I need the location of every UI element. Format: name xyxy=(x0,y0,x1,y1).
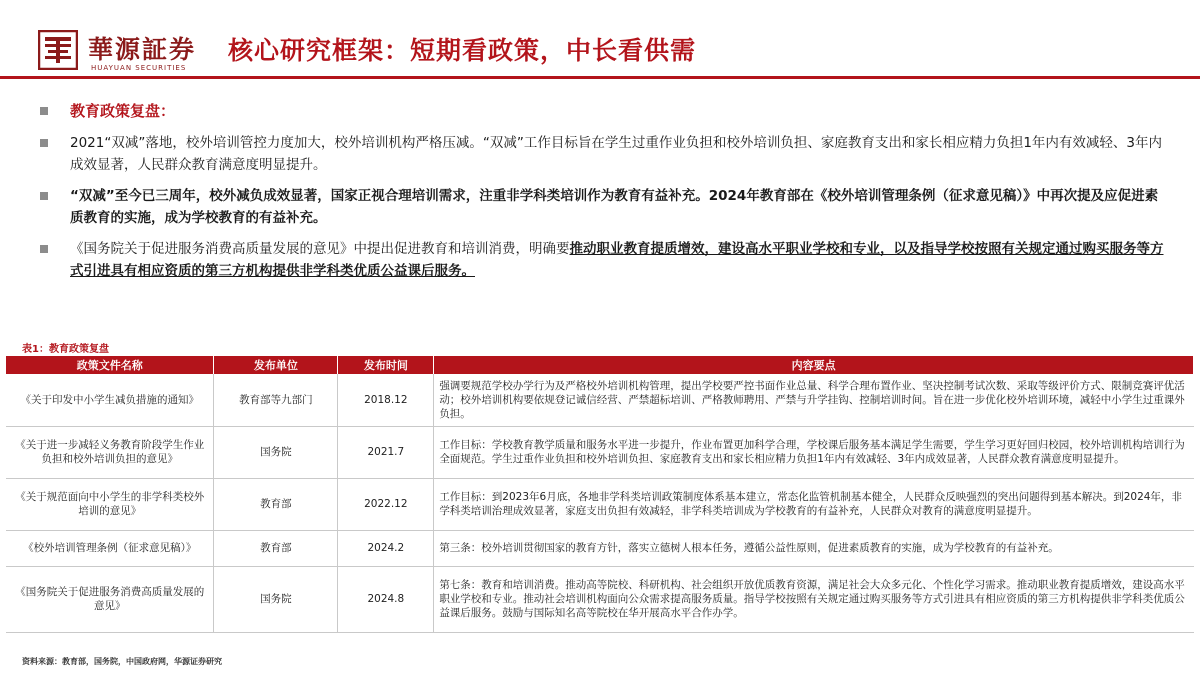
policy-name: 《关于进一步减轻义务教育阶段学生作业负担和校外培训负担的意见》 xyxy=(6,426,214,478)
column-header: 内容要点 xyxy=(434,356,1194,374)
policy-content: 第三条：校外培训贯彻国家的教育方针，落实立德树人根本任务，遵循公益性原则，促进素质教育的实施，成为学校教育的有益补充。 xyxy=(434,530,1194,566)
table-row xyxy=(6,374,1194,426)
brand-name: 華源証券 xyxy=(88,35,197,64)
issuer: 教育部 xyxy=(214,530,338,566)
issuer: 国务院 xyxy=(214,426,338,478)
table-row xyxy=(6,566,1194,632)
bullet-text-plain: 《国务院关于促进服务消费高质量发展的意见》中提出促进教育和培训消费，明确要 xyxy=(70,241,570,257)
table-row xyxy=(6,530,1194,566)
issue-date: 2022.12 xyxy=(338,478,434,530)
policy-name: 《关于印发中小学生减负措施的通知》 xyxy=(6,374,214,426)
issue-date: 2024.2 xyxy=(338,530,434,566)
column-header: 发布时间 xyxy=(338,356,434,374)
bullet-text: “双减”至今已三周年，校外减负成效显著，国家正视合理培训需求，注重非学科类培训作为教育有益补充。2024年教育部在《校外培训管理条例（征求意见稿）》中再次提及应促进素质教育的实施，成为学校教育的有益补充。 xyxy=(70,188,1159,226)
bullet-text-emphasis: 推动职业教育提质增效，建设高水平职业学校和专业，以及指导学校按照有关规定通过购买服务等方式引进具有相应资质的第三方机构提供非学科类优质公益课后服务。 xyxy=(70,241,1164,279)
policy-content: 工作目标：学校教育教学质量和服务水平进一步提升，作业布置更加科学合理，学校课后服务基本满足学生需要，学生学习更好回归校园，校外培训机构培训行为全面规范。学生过重作业负担和校外培训负担、家庭教育支出和家长相应精力负担1年内有效减轻、3年内成效显著，人民群众教育满意度明显提升。 xyxy=(434,426,1194,478)
policy-content: 工作目标：到2023年6月底，各地非学科类培训政策制度体系基本建立，常态化监管机制基本健全，人民群众反映强烈的突出问题得到基本解决。到2024年，非学科类培训治理成效显著，家庭支出负担有效减轻，非学科类培训成为学校教育的有益补充，人民群众对教育的满意度明显提升。 xyxy=(434,478,1194,530)
page-header xyxy=(0,0,1200,78)
issuer: 教育部 xyxy=(214,478,338,530)
bullet-heading xyxy=(38,100,1168,123)
issuer: 教育部等九部门 xyxy=(214,374,338,426)
bullet-square-icon xyxy=(40,245,48,253)
issuer: 国务院 xyxy=(214,566,338,632)
section-heading: 教育政策复盘： xyxy=(70,102,176,120)
policy-name: 《关于规范面向中小学生的非学科类校外培训的意见》 xyxy=(6,478,214,530)
bullet-square-icon xyxy=(40,139,48,147)
column-header: 发布单位 xyxy=(214,356,338,374)
table-header-row xyxy=(6,356,1194,374)
table-row xyxy=(6,426,1194,478)
column-header: 政策文件名称 xyxy=(6,356,214,374)
bullet-item-1 xyxy=(38,132,1168,176)
issue-date: 2021.7 xyxy=(338,426,434,478)
bullet-square-icon xyxy=(40,192,48,200)
issue-date: 2024.8 xyxy=(338,566,434,632)
policy-content: 强调要规范学校办学行为及严格校外培训机构管理，提出学校要严控书面作业总量、科学合理布置作业、坚决控制考试次数、采取等级评价方式、限制竞赛评优活动；校外培训机构要依规登记诚信经营、严禁超标培训、严格教师聘用、严禁与升学挂钩、控制培训时间。旨在进一步优化校外培训环境，减轻中小学生过重课外负担。 xyxy=(434,374,1194,426)
page-title: 核心研究框架：短期看政策，中长看供需 xyxy=(228,36,697,65)
table-row xyxy=(6,478,1194,530)
policy-content: 第七条：教育和培训消费。推动高等院校、科研机构、社会组织开放优质教育资源，满足社会大众多元化、个性化学习需求。推动职业教育提质增效，建设高水平职业学校和专业。推动社会培训机构面向公众需求提高服务质量。指导学校按照有关规定通过购买服务等方式引进具有相应资质的第三方机构提供非学科类优质公益课后服务。鼓励与国际知名高等院校在华开展高水平合作办学。 xyxy=(434,566,1194,632)
policy-name: 《校外培训管理条例（征求意见稿）》 xyxy=(6,530,214,566)
bullet-item-2 xyxy=(38,185,1168,229)
header-divider xyxy=(0,76,1200,79)
issue-date: 2018.12 xyxy=(338,374,434,426)
policy-table xyxy=(6,356,1194,633)
source-note: 资料来源：教育部，国务院，中国政府网，华源证券研究 xyxy=(22,657,222,666)
table-caption: 表1：教育政策复盘 xyxy=(22,344,109,355)
bullet-text: 2021“双减”落地，校外培训管控力度加大，校外培训机构严格压减。“双减”工作目标旨在学生过重作业负担和校外培训负担、家庭教育支出和家长相应精力负担1年内有效减轻、3年内成效显著，人民群众教育满意度明显提升。 xyxy=(70,135,1163,173)
bullet-item-3 xyxy=(38,238,1168,282)
bullet-list xyxy=(38,100,1168,291)
policy-name: 《国务院关于促进服务消费高质量发展的意见》 xyxy=(6,566,214,632)
brand-subtitle: HUAYUAN SECURITIES xyxy=(91,64,187,72)
huayuan-logo-icon xyxy=(38,30,78,70)
bullet-square-icon xyxy=(40,107,48,115)
